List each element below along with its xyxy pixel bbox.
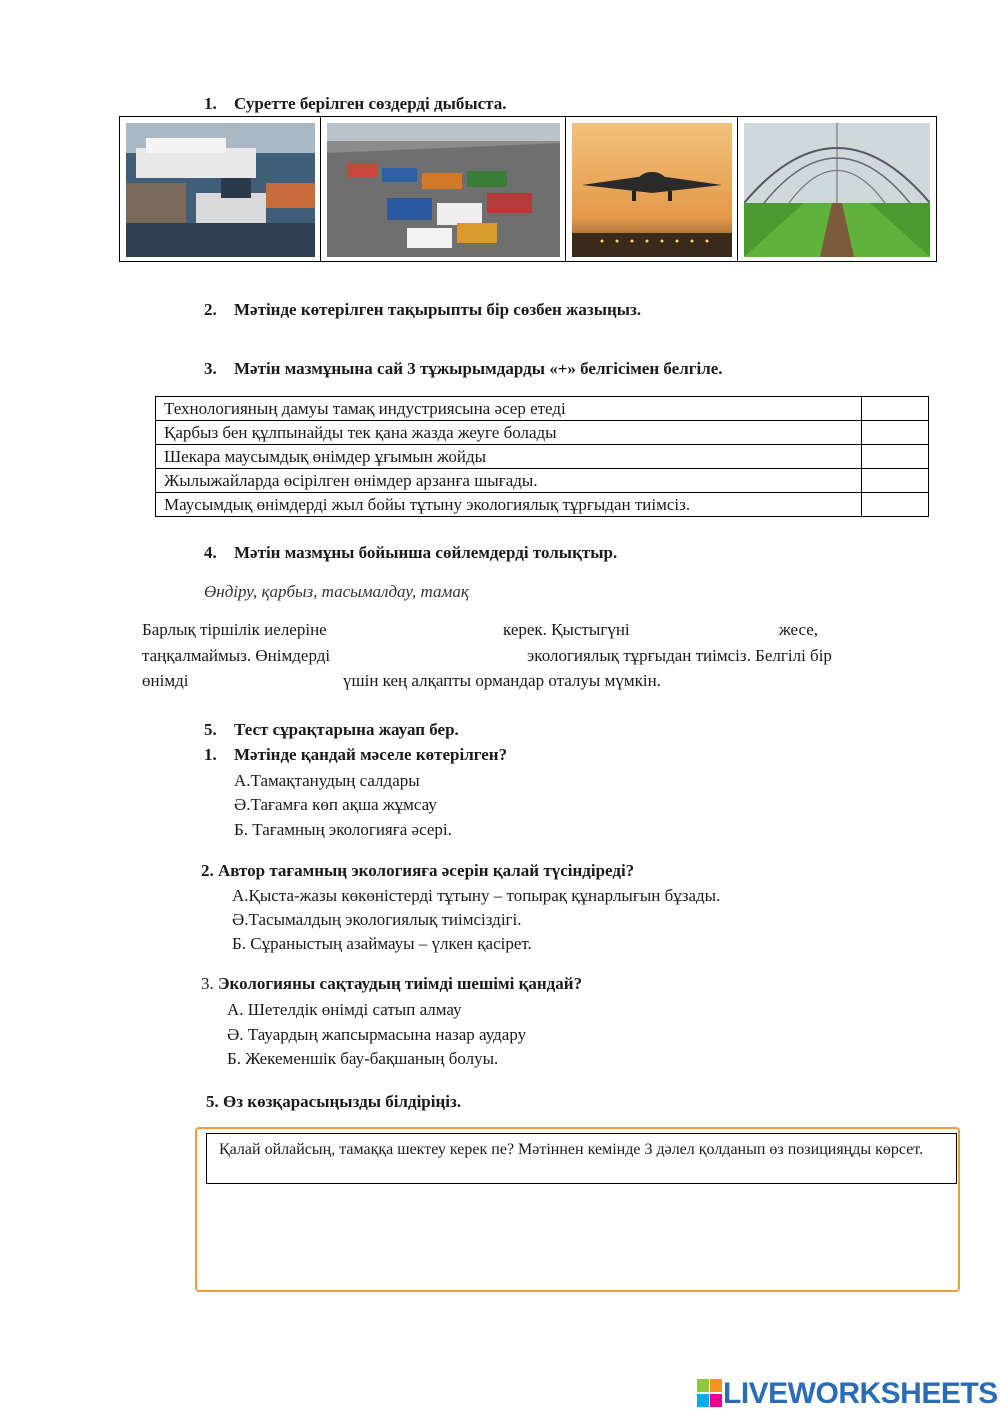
fill-text: Барлық тіршілік иелеріне [142, 620, 327, 639]
test-question: 3. Экологияны сақтаудың тиімді шешімі қандай? [201, 974, 583, 993]
image-strip [119, 116, 937, 262]
test-question: 2. Автор тағамның экологияға әсерін қалай түсіндіреді? [201, 861, 635, 880]
plus-mark-cell[interactable] [862, 397, 929, 421]
answer-option[interactable]: А.Тамақтанудың салдары [234, 771, 420, 790]
q1-heading: 1. Суретте берілген сөздерді дыбыста. [204, 94, 507, 113]
plus-mark-cell[interactable] [862, 493, 929, 517]
answer-option[interactable]: А.Қыста-жазы көкөністерді тұтыну – топырақ құнарлығын бұзады. [232, 886, 721, 905]
opinion-heading: 5. Өз көзқарасыңызды білдіріңіз. [206, 1092, 462, 1111]
opinion-prompt: Қалай ойлайсың, тамаққа шектеу керек пе? Мәтіннен кемінде 3 дәлел қолданып өз позицияңды көрсет. [206, 1133, 957, 1184]
fill-text: таңқалмаймыз. Өнімдерді [142, 646, 331, 665]
table-row [156, 469, 929, 493]
answer-option[interactable]: Б. Сұраныстың азаймауы – үлкен қасірет. [232, 934, 532, 953]
table-row [156, 397, 929, 421]
statement-text: Шекара маусымдық өнімдер ұғымын жойды [156, 445, 862, 469]
table-row [156, 493, 929, 517]
q2-heading: 2. Мәтінде көтерілген тақырыпты бір сөзбен жазыңыз. [204, 300, 642, 319]
greenhouse-image [738, 117, 936, 261]
trucks-port-image [321, 117, 566, 261]
fill-text: экологиялық тұрғыдан тиімсіз. Белгілі бір [527, 646, 832, 665]
statement-text: Технологияның дамуы тамақ индустриясына әсер етеді [156, 397, 862, 421]
fill-text: үшін кең алқапты ормандар оталуы мүмкін. [343, 671, 661, 690]
answer-option[interactable]: Б. Жекеменшік бау-бақшаның болуы. [227, 1049, 499, 1068]
answer-option[interactable]: Ә. Тауардың жапсырмасына назар аудару [227, 1025, 527, 1044]
q5-heading: 5. Тест сұрақтарына жауап бер. [204, 720, 459, 739]
statement-text: Қарбыз бен құлпынайды тек қана жазда жеуге болады [156, 421, 862, 445]
answer-option[interactable]: Ә.Тағамға көп ақша жұмсау [234, 795, 437, 814]
fill-text: өнімді [142, 671, 189, 690]
plus-mark-cell[interactable] [862, 445, 929, 469]
plus-mark-cell[interactable] [862, 469, 929, 493]
logo-text: LIVEWORKSHEETS [723, 1377, 998, 1410]
table-row [156, 445, 929, 469]
ships-harbor-image [120, 117, 321, 261]
q4-heading: 4. Мәтін мазмұны бойынша сөйлемдерді толықтыр. [204, 543, 618, 562]
fill-text: жесе, [779, 620, 819, 639]
answer-option[interactable]: Б. Тағамның экологияға әсері. [234, 820, 452, 839]
word-bank: Өндіру, қарбыз, тасымалдау, тамақ [204, 582, 469, 601]
answer-option[interactable]: Ә.Тасымалдың экологиялық тиімсіздігі. [232, 910, 522, 929]
plus-mark-cell[interactable] [862, 421, 929, 445]
fill-text: керек. Қыстыгүні [503, 620, 630, 639]
answer-option[interactable]: А. Шетелдік өнімді сатып алмау [227, 1000, 462, 1019]
statement-text: Жылыжайларда өсірілген өнімдер арзанға шығады. [156, 469, 862, 493]
liveworksheets-logo [697, 1376, 998, 1412]
q3-heading: 3. Мәтін мазмұнына сай 3 тұжырымдарды «+» белгісімен белгіле. [204, 359, 723, 378]
statement-text: Маусымдық өнімдерді жыл бойы тұтыну экологиялық тұрғыдан тиімсіз. [156, 493, 862, 517]
table-row [156, 421, 929, 445]
airplane-landing-image [566, 117, 738, 261]
test-question: 1. Мәтінде қандай мәселе көтерілген? [204, 745, 508, 764]
statements-table [155, 396, 929, 517]
lw-logo-icon [697, 1379, 723, 1409]
